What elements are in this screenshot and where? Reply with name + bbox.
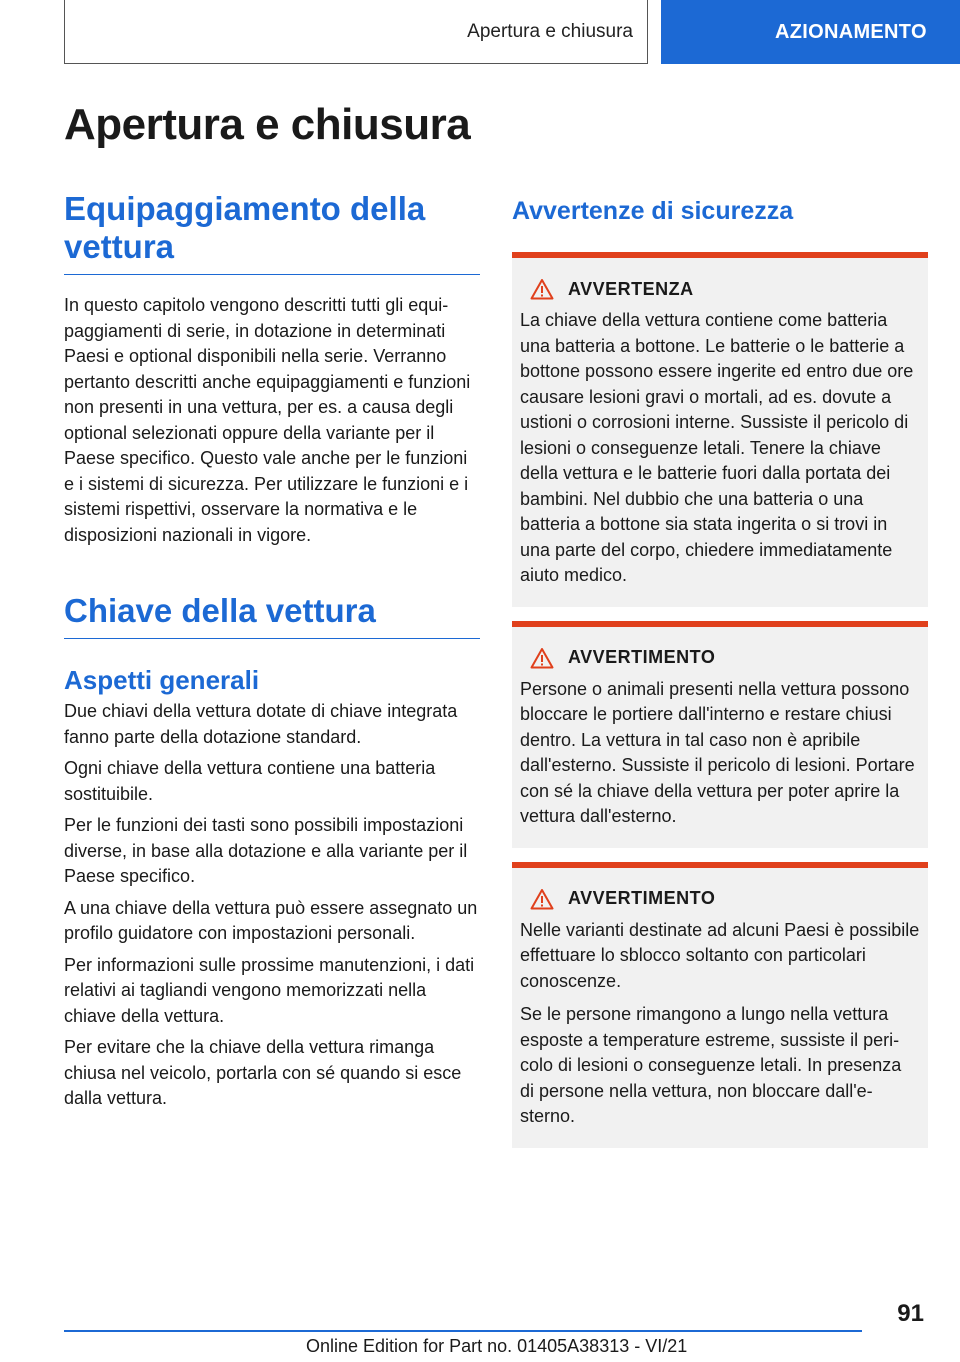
warning-header (530, 278, 920, 300)
warning-triangle-icon (530, 888, 554, 910)
warning-box (512, 862, 928, 1148)
general-paragraph: A una chiave della vettura può essere assegnato un profilo guidatore con impostazioni personali. (64, 897, 478, 943)
warning-title: AVVERTIMENTO (568, 888, 716, 908)
warning-header (530, 647, 920, 669)
general-paragraph: Per le funzioni dei tasti sono possibili impostazioni diverse, in base alla dotazione e alla variante per il Paese specifico. (64, 815, 468, 886)
general-paragraph: Per evitare che la chiave della vettura rimanga chiusa nel veicolo, portarla con sé quando si esce dalla vettura. (64, 1037, 462, 1108)
general-paragraph: Per informazioni sulle prossime manutenzioni, i dati relativi ai tagliandi vengono memorizzati nella chiave della vettura. (64, 954, 475, 1026)
warning-text: Nelle varianti destinate ad alcuni Paesi è possibile effettuare lo sblocco soltanto con particolari conoscenze. (520, 919, 920, 991)
page-number: 91 (897, 1300, 924, 1327)
section-heading-key: Chiave della vettura (64, 592, 480, 639)
general-paragraph: Ogni chiave della vettura contiene una batteria sostituibile. (64, 758, 436, 804)
warning-box (512, 621, 928, 848)
right-column (512, 190, 928, 1148)
section-text-equipment: In questo capitolo vengono descritti tutti gli equipaggiamenti di serie, in dotazione in determinati Paesi e optional disponibili nella serie. Verranno pertanto descritti anche equipaggiamenti e funzioni non presenti in una vettura, per es. a causa degli optional selezionati oppure della variante per il Paese specifico. Questo vale anche per le funzioni e i sistemi di sicurezza. Per utilizzare le funzioni e i sistemi rispettivi, osservare la normativa e le disposizioni nazionali in vigore. (64, 295, 471, 545)
warning-text: Persone o animali presenti nella vettura possono bloccare le portiere dall'interno e restare chiusi dentro. La vettura in tal caso non è apribile dall'esterno. Sussiste il pericolo di lesioni. Portare con sé la chiave della vettura per poter aprire la vettura dall'esterno. (520, 678, 915, 826)
warning-title: AVVERTIMENTO (568, 647, 716, 667)
warning-box (512, 252, 928, 607)
running-header-section: Apertura e chiusura (64, 0, 648, 64)
warning-text: Se le persone rimangono a lungo nella vettura esposte a temperature estreme, sussiste il pericolo di lesioni o conseguenze letali. In presenza di persone nella vettura, non bloccare dall'esterno. (520, 1004, 902, 1126)
running-header-chapter: AZIONAMENTO (661, 0, 960, 64)
warning-triangle-icon (530, 278, 554, 300)
warning-text: La chiave della vettura contiene come batteria una batteria a bottone. Le batterie o le batterie a bottone possono essere ingerite ed entro due ore causare lesioni gravi o mortali, ad es. dovute a ustioni o corrosioni interne. Sussiste il pericolo di lesioni o conseguenze letali. Tenere la chiave della vettura e le batterie fuori dalla portata dei bambini. Nel dubbio che una batteria o una batteria a bottone sia stata ingerita o si trovi in una parte del corpo, chiedere immediatamente aiuto medico. (520, 310, 914, 585)
footer-divider (64, 1330, 862, 1332)
warning-triangle-icon (530, 647, 554, 669)
section-heading-safety: Avvertenze di sicurezza (512, 197, 794, 225)
page-title: Apertura e chiusura (64, 100, 471, 149)
section-heading-equipment: Equipaggiamento della vettura (64, 190, 480, 275)
general-paragraph: Due chiavi della vettura dotate di chiave integrata fanno parte della dotazione standard. (64, 701, 458, 747)
warning-header (530, 888, 920, 910)
subsection-heading-general: Aspetti generali (64, 665, 260, 695)
left-column (64, 190, 480, 1112)
footer-edition: Online Edition for Part no. 01405A38313 - VI/21 (306, 1336, 688, 1356)
warning-title: AVVERTENZA (568, 278, 694, 299)
